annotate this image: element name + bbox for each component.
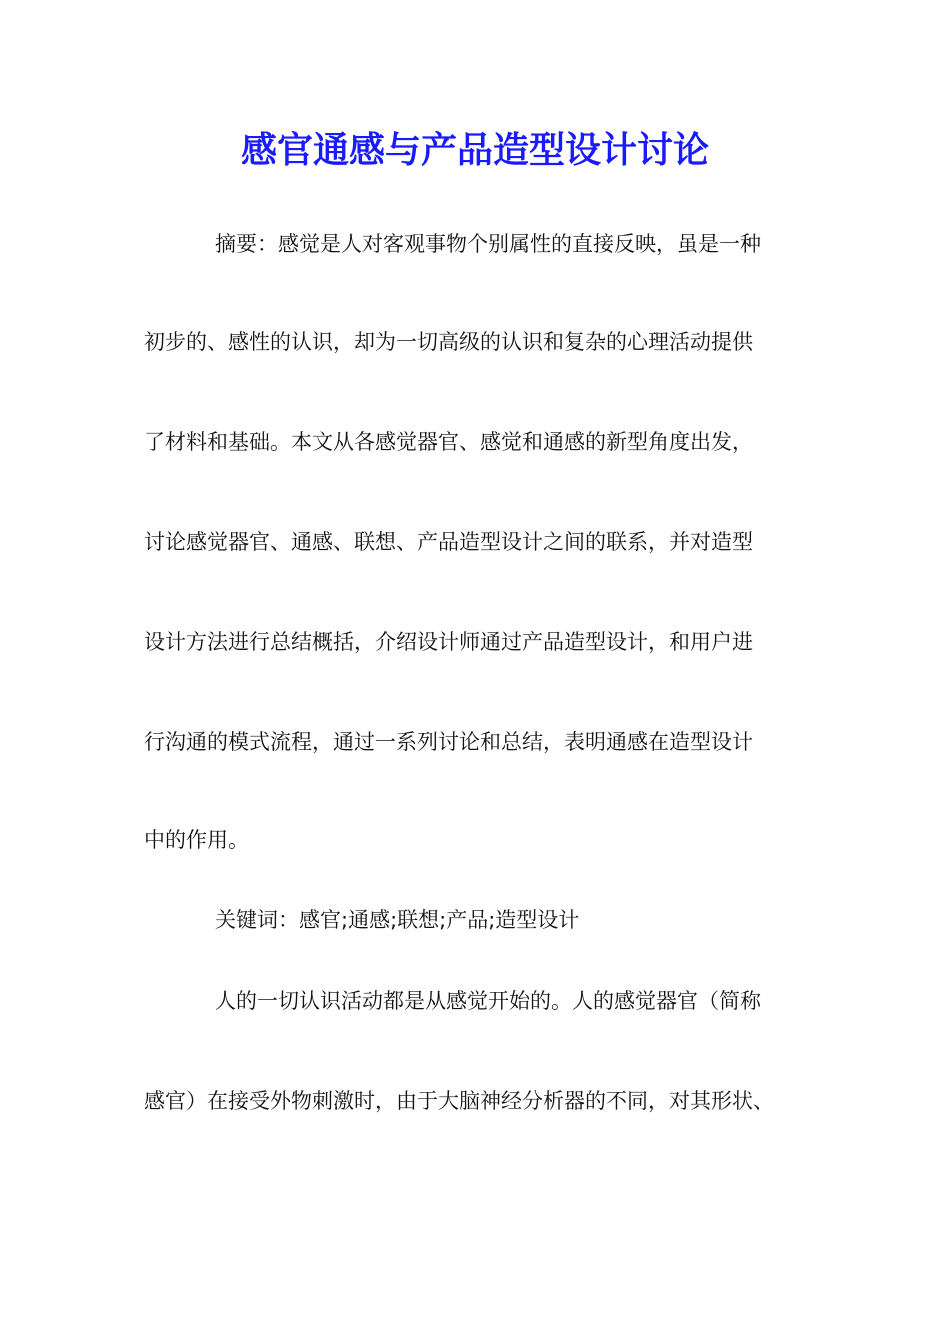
body-line: 感官）在接受外物刺激时，由于大脑神经分析器的不同，对其形状、 bbox=[144, 1089, 774, 1113]
abstract-line: 了材料和基础。本文从各感觉器官、感觉和通感的新型角度出发， bbox=[144, 430, 753, 454]
abstract-line: 讨论感觉器官、通感、联想、产品造型设计之间的联系，并对造型 bbox=[144, 530, 753, 554]
document-title: 感官通感与产品造型设计讨论 bbox=[240, 129, 709, 171]
keywords-line: 关键词：感官;通感;联想;产品;造型设计 bbox=[215, 908, 580, 932]
abstract-line: 中的作用。 bbox=[144, 828, 249, 852]
abstract-line: 设计方法进行总结概括，介绍设计师通过产品造型设计，和用户进 bbox=[144, 630, 753, 654]
abstract-line: 摘要：感觉是人对客观事物个别属性的直接反映，虽是一种 bbox=[215, 232, 761, 256]
abstract-line: 初步的、感性的认识，却为一切高级的认识和复杂的心理活动提供 bbox=[144, 330, 753, 354]
body-line: 人的一切认识活动都是从感觉开始的。人的感觉器官（简称 bbox=[215, 989, 761, 1013]
abstract-line: 行沟通的模式流程，通过一系列讨论和总结，表明通感在造型设计 bbox=[144, 730, 753, 754]
